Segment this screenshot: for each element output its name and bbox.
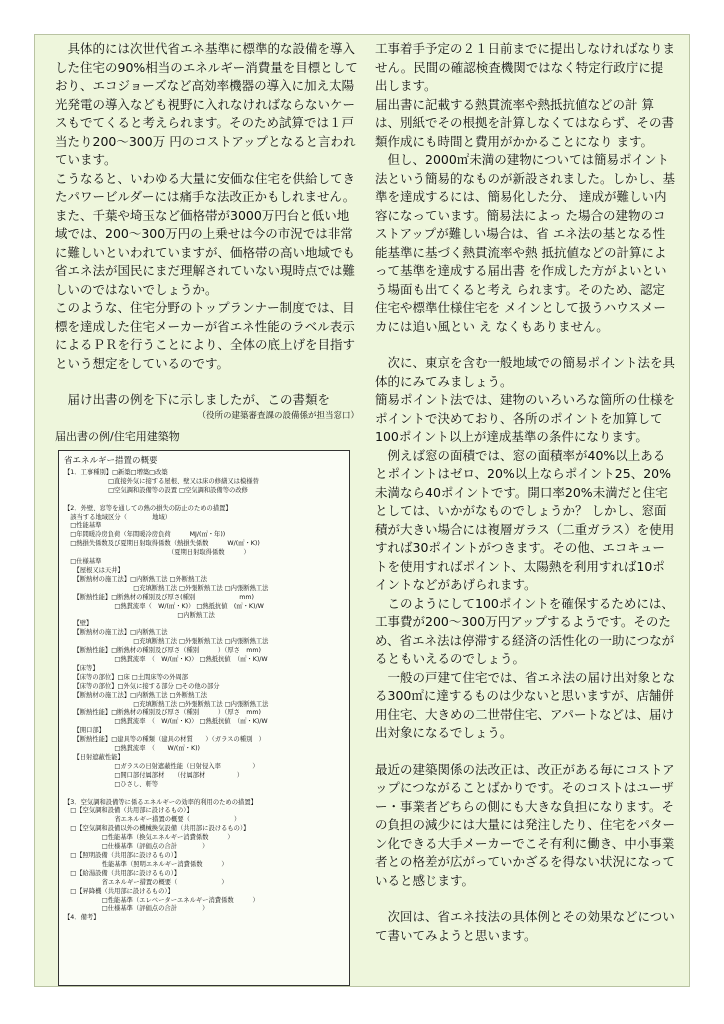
form-line: 【4．備考】: [64, 914, 100, 922]
form-line: 【断熱性能】□建具等の種類（建具の材質 ）（ガラスの種別 ）: [64, 736, 265, 744]
form-line: □充填断熱工法 □外張断熱工法 □内張断熱工法: [64, 638, 269, 646]
form-line: 【床等】: [64, 664, 99, 672]
paragraph: 具体的には次世代省エネ基準に標準的な設備を導入した住宅の90%相当のエネルギー消費量を目標としており、エコジョーズなど高効率機器の導入に加え太陽光発電の導入なども視野に入れなければならないケースもでてくると考えられます。そのため試算では１戸当たり200〜300万 円のコストアップとなると言われています。: [55, 41, 358, 167]
paragraph: 但し、2000㎡未満の建物については簡易ポイント法という簡易的なものが新設されました。しかし、基準を達成するには、簡易化した分、 達成が難しい内容になっています。簡易法によっ た場合の建物のコストアップが難しい場合は、省 エネ法の基となる性能基準に基づく熱貫流率や熱 抵抗値などの計算によって基準を達成する届出書 を作成した方がよいという場面も出てくると考え られます。そのため、認定住宅や標準仕様住宅を メインとして扱うハウスメーカには追い風とい え なくもありません。: [375, 152, 676, 334]
form-line: 該当する地域区分（ 地域）: [64, 513, 172, 521]
form-line: 【断熱材の施工法】□内断熱工法: [64, 629, 168, 637]
form-line: □熱貫流率（ W/(㎡・K)） □熱抵抗値 (㎡・K)/W: [64, 602, 264, 610]
form-line: □【昇降機（共用部に設けるもの）】: [64, 887, 174, 895]
form-line: [64, 790, 344, 799]
form-line: 【壁】: [64, 620, 93, 628]
form-lines: [64, 469, 344, 923]
form-line: □仕様基準: [64, 558, 102, 566]
form-line: □仕様基準（評価点の合計 ）: [64, 905, 209, 913]
form-line: 【1．工事種別】□新築□増築□改築: [64, 469, 168, 476]
paragraph: 届出書に記載する熱貫流率や熱抵抗値などの計 算は、別紙でその根拠を計算しなくてはならず、その書類作成にも時間と費用がかかることになり ます。: [375, 96, 675, 149]
form-line: □【空気調和設備以外の機械換気設備（共用部に設けるもの）】: [64, 825, 250, 833]
form-line: 【断熱性能】□断熱材の種別及び厚さ（種別 ）（厚さ mm): [64, 647, 261, 655]
paragraph: 最近の建築関係の法改正は、改正がある毎にコストアップにつながることばかりです。そのコストはユーザー・事業者どちらの側にも大きな負担になります。その負担の減少には大量には発注したり、住宅をパターン化できる大手メーカーでこそ有利に働き、中小事業者との格差が広がっていかざるを得ない状況になっていると感じます。: [375, 761, 676, 888]
form-line: □開口部付属部材 （付属部材 ）: [64, 771, 244, 779]
office-note: （役所の建築審査課の設備係が担当窓口）: [197, 410, 359, 421]
form-line: 性能基準（照明エネルギー消費係数 ）: [64, 860, 228, 868]
form-line: □ひさし、軒等: [64, 780, 159, 788]
form-line: 【断熱材の施工法】□内断熱工法 □外断熱工法: [64, 691, 207, 699]
paragraph: 例えば窓の面積では、窓の面積率が40%以上あるとポイントはゼロ、20%以上ならポイント25、20%未満なら40ポイントです。開口率20%未満だと住宅としては、いかがなものでしょうか？ しかし、窓面積が大きい場合には複層ガラス（二重ガラス）を使用すれば30ポイントがつきます。その他、エコキュートを使用すればポイント、太陽熱を利用すれば10ポイントなどがあげられます。: [375, 447, 675, 592]
paragraph: 工事着手予定の２１日前までに提出しなければなりません。民間の確認検査機関ではなく特定行政庁に提出します。: [375, 41, 676, 93]
form-line: 【断熱性能】□断熱材の種別及び厚さ(種別 mm): [64, 593, 254, 601]
form-line: □性能基準: [64, 522, 102, 530]
form-line: 【開口部】: [64, 727, 105, 735]
form-title: 省エネルギー措置の概要: [64, 456, 158, 466]
form-line: □熱貫流率 （ W/(㎡・K)): [64, 745, 200, 753]
form-line: □熱貫流率 （ W/(㎡・K)） □熱抵抗値 （㎡・K)/W: [64, 656, 268, 664]
paragraph: 次に、東京を含む一般地域での簡易ポイント法を具体的にみてみましょう。: [375, 355, 676, 389]
form-line: □性能基準（換気エネルギー消費係数 ）: [64, 834, 234, 842]
form-label: 届出書の例/住宅用建築物: [55, 429, 180, 443]
paragraph: 一般の戸建て住宅では、省エネ法の届け出対象となる300㎡に達するものは少ないと思いますが、店舗併用住宅、大きめの二世帯住宅、アパートなどは、届け出対象になるでしょう。: [375, 669, 676, 740]
form-line: 【3．空気調和設備等に係るエネルギーの効率的利用のための措置】: [64, 798, 257, 806]
form-line: □充填断熱工法 □外張断熱工法 □内張断熱工法: [64, 700, 269, 708]
form-line: □ガラスの日射遮蔽性能（日射侵入率 ）: [64, 762, 259, 770]
notification-form-example: [58, 450, 350, 986]
form-line: 省エネルギー措置の概要（ ）: [64, 878, 228, 886]
form-line: □空気調和設備等の設置 □空気調和設備等の改修: [64, 486, 248, 494]
form-line: 【2．外壁、窓等を通しての熱の損失の防止のための措置】: [64, 504, 232, 512]
paragraph: 簡易ポイント法では、建物のいろいろな箇所の仕様をポイントで決めており、各所のポイントを加算して100ポイント以上が達成基準の条件になります。: [375, 392, 676, 444]
form-line: 【屋根又は天井】: [64, 566, 124, 574]
paragraph: このような、住宅分野のトップランナー制度では、目標を達成した住宅メーカーが省エネ性能のラベル表示によるＰＲを行うことにより、全体の底上げを目指すという想定をしているのです。: [55, 300, 356, 371]
left-column: [55, 40, 359, 446]
form-line: □充填断熱工法 □外張断熱工法 □内張断熱工法: [64, 584, 269, 592]
paragraph: こうなると、いわゆる大量に安価な住宅を供給してきたパワービルダーには痛手な法改正かもしれません。また、千葉や埼玉など価格帯が3000万円台と低い地域では、200〜300万円の上乗せは今の市況では非常に難しいといわれていますが、価格帯の高い地域でも省エネ法が国民にまだ理解されていない現時点では難しいのではないでしょうか。: [55, 170, 356, 297]
form-line: 【床等の部位】□外気に接する部分 □その他の部分: [64, 682, 220, 690]
form-line: □【空気調和設備（共用部に設けるもの）】: [64, 807, 193, 815]
form-line: □年間暖冷房負荷（年間暖冷房負荷 MJ/(㎡・年)): [64, 531, 226, 539]
form-line: □熱貫流率 （ W/(㎡・K)） □熱抵抗値 （㎡・K)/W: [64, 718, 268, 726]
form-line: 【断熱材の施工法】□内断熱工法 □外断熱工法: [64, 575, 207, 583]
right-column: [375, 40, 675, 945]
form-line: □性能基準（エレベーターエネルギー消費係数 ）: [64, 896, 259, 904]
form-line: □内断熱工法: [64, 611, 215, 619]
form-line: □直接外気に接する屋根、壁又は床の修繕又は模様替: [64, 477, 259, 485]
form-line: [64, 496, 344, 505]
form-line: 省エネルギー措置の概要（ ）: [64, 816, 241, 824]
form-line: 【断熱性能】□断熱材の種別及び厚さ（種別 ）（厚さ mm): [64, 709, 261, 717]
form-line: □【給湯設備（共用部に設けるもの）】: [64, 869, 181, 877]
form-line: □仕様基準（評価点の合計 ）: [64, 843, 209, 851]
form-line: □【照明設備（共用部に設けるもの）】: [64, 851, 181, 859]
form-line: □熱損失係数及び夏期日射取得係数（熱損失係数 W/(㎡・K)): [64, 540, 260, 548]
form-line: 【日射遮蔽性能】: [64, 754, 124, 761]
paragraph: 届け出書の例を下に示しましたが、この書類を: [55, 392, 331, 407]
paragraph: このようにして100ポイントを確保するためには、工事費が200〜300万円アップするようです。そのため、省エネ法は停滞する経済の活性化の一助につながるともいえるのでしょう。: [375, 595, 675, 666]
form-line: （夏期日射取得係数 ）: [64, 549, 250, 557]
paragraph: 次回は、省エネ技法の具体例とその効果などについて書いてみようと思います。: [375, 909, 675, 943]
form-line: 【床等の部位】□床 □土間床等の外周部: [64, 673, 189, 681]
